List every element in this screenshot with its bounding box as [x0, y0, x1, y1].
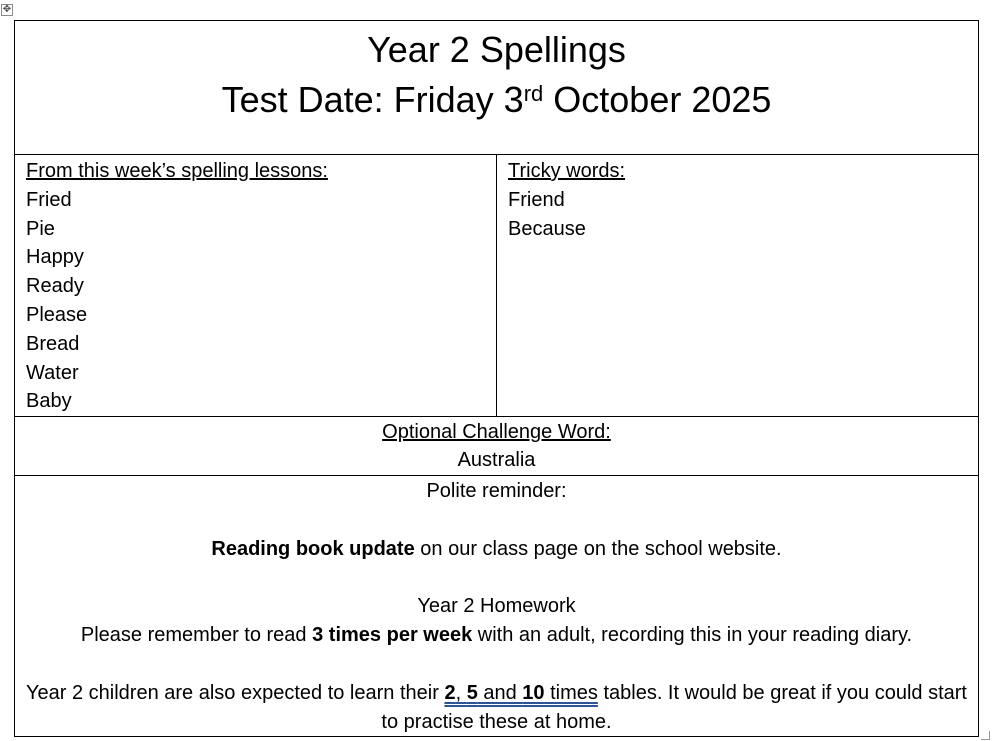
challenge-word: Australia: [457, 449, 536, 472]
tables-and: and: [477, 681, 523, 704]
homework-heading: Year 2 Homework: [417, 595, 576, 618]
times-tables-line: [15, 679, 978, 737]
challenge-cell: [15, 417, 979, 476]
title-cell: [15, 21, 979, 155]
reminder-cell: [15, 476, 979, 737]
test-date-suffix: October 2025: [543, 79, 772, 120]
test-date-prefix: Test Date: Friday 3: [221, 79, 524, 120]
spellings-table: [14, 20, 979, 737]
times-tables-highlight: [444, 682, 597, 704]
challenge-heading: Optional Challenge Word:: [382, 421, 611, 444]
reading-book-line: [15, 535, 978, 564]
page-title: Year 2 Spellings: [367, 29, 626, 70]
reminder-heading: Polite reminder:: [426, 480, 567, 503]
list-item: Water: [26, 361, 79, 384]
list-item: Baby: [26, 390, 72, 413]
homework-text-pre: Please remember to read: [80, 624, 313, 647]
list-item: Pie: [26, 217, 55, 240]
tricky-words-cell: [497, 155, 979, 417]
table-resize-handle[interactable]: [981, 731, 990, 740]
list-item: Ready: [26, 275, 84, 298]
reading-book-text: on our class page on the school website.: [414, 537, 782, 560]
tables-times: times: [544, 681, 598, 704]
homework-text-post: with an adult, recording this in your reading diary.: [472, 624, 913, 647]
tables-ten: 10: [522, 681, 545, 704]
list-item: Fried: [26, 188, 72, 211]
list-item: Please: [26, 303, 88, 326]
homework-bold: 3 times per week: [312, 624, 473, 647]
list-item: Friend: [508, 188, 565, 211]
list-item: Because: [508, 217, 586, 240]
tables-two: 2: [444, 681, 456, 704]
table-move-handle-icon[interactable]: ✥: [2, 4, 12, 15]
test-date: [15, 79, 978, 121]
list-item: Happy: [26, 246, 84, 269]
list-item: Bread: [26, 332, 80, 355]
tables-five: 5: [466, 681, 478, 704]
spelling-lessons-cell: [15, 155, 497, 417]
reading-book-bold: Reading book update: [211, 537, 415, 560]
tables-comma: ,: [455, 681, 467, 704]
spelling-lessons-heading: From this week’s spelling lessons:: [26, 160, 328, 182]
homework-line: [15, 621, 978, 650]
tricky-words-heading: Tricky words:: [508, 160, 626, 182]
tables-text-pre: Year 2 children are also expected to learn their: [26, 681, 445, 704]
test-date-ordinal: rd: [523, 81, 544, 106]
tables-text-post: tables. It would be great if you could start to practise these at home.: [381, 681, 967, 733]
